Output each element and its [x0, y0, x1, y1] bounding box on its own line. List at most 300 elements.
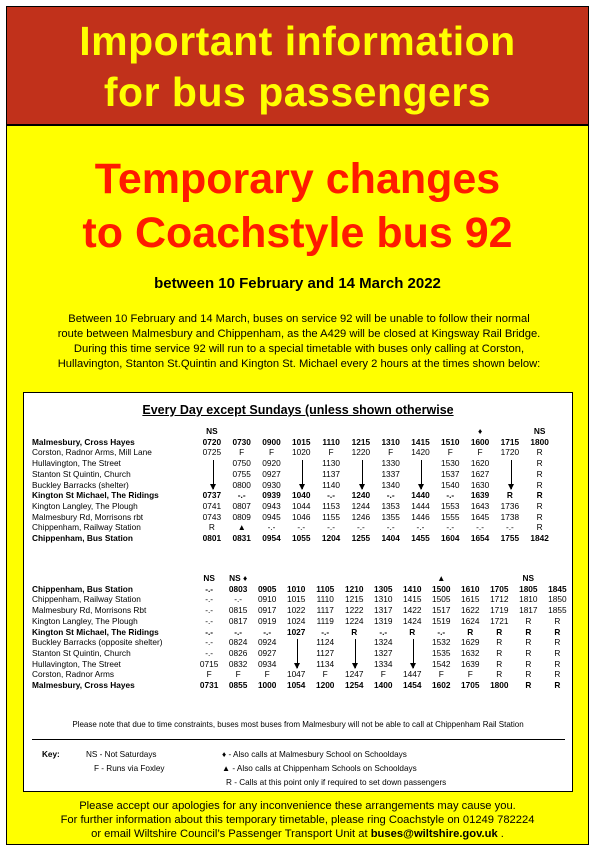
departure-time: F [239, 447, 245, 458]
departure-time: 1424 [403, 615, 422, 626]
column-note: NS [522, 573, 535, 583]
departure-time: 0824 [228, 637, 248, 648]
departure-time: 0927 [257, 647, 277, 658]
departure-time: 1246 [351, 511, 371, 522]
stop-name: Kington St Michael, The Ridings [32, 626, 159, 637]
departure-time: 1530 [441, 458, 460, 469]
stop-name: Hullavington, The Street [32, 658, 121, 669]
intro-line: route between Malmesbury and Chippenham, as the A429 will be closed at Kingsway Rail Bridge. [57, 328, 541, 340]
departure-time: -.- [205, 615, 214, 626]
departure-time: 1517 [432, 605, 451, 616]
column-note [543, 573, 572, 584]
departure-time: ▲ [237, 522, 246, 533]
departure-time: R [536, 447, 543, 458]
title-line-2: to Coachstyle bus 92 [82, 209, 513, 257]
departure-time: R [536, 511, 543, 522]
skip-arrow [511, 460, 512, 489]
departure-time: 1027 [286, 626, 306, 637]
departure-time [398, 648, 427, 659]
departure-time: 1155 [322, 511, 340, 522]
column-note [456, 573, 485, 584]
departure-time: 1422 [403, 605, 422, 616]
departure-time: 1110 [322, 436, 340, 447]
departure-time: R [351, 626, 358, 637]
column-note: NS [206, 426, 218, 436]
departure-time: 1440 [411, 490, 430, 501]
departure-time: R [554, 615, 561, 626]
departure-time: R [525, 637, 532, 648]
departure-time: -.- [205, 626, 214, 637]
departure-time: 0801 [202, 533, 222, 544]
departure-time: 1705 [490, 583, 509, 594]
departure-time: 0924 [257, 637, 277, 648]
departure-time: 0930 [262, 479, 281, 490]
key-r: R - Calls at this point only if required to set down passengers [226, 778, 447, 787]
departure-time: 1124 [316, 637, 335, 648]
departure-time: 1220 [351, 447, 371, 458]
column-note [376, 426, 406, 437]
table-row [27, 501, 555, 512]
stop-name: Stanton St Quintin, Church [32, 468, 131, 479]
departure-time: R [536, 479, 543, 490]
departure-time [406, 458, 436, 469]
departure-time: 1327 [374, 647, 393, 658]
outbound-timetable [27, 426, 555, 544]
departure-time: 0832 [228, 658, 248, 669]
intro-line: Hullavington, Stanton St.Quintin and Kington St. Michael every 2 hours at the times shown below: [57, 358, 541, 370]
stop-name: Malmesbury Rd, Morrisons rbt [32, 511, 144, 522]
departure-time [286, 469, 316, 480]
departure-time: 1510 [441, 436, 460, 447]
column-note: ▲ [437, 573, 446, 583]
timetable-header-row [27, 426, 555, 437]
departure-time: 1810 [519, 594, 538, 605]
departure-time: 1639 [470, 490, 490, 501]
departure-time: 1555 [441, 511, 460, 522]
departure-time: 0934 [257, 658, 277, 669]
departure-time: 1222 [344, 605, 364, 616]
departure-time: 1855 [548, 605, 567, 616]
footer-line-3 [7, 827, 588, 841]
intro-paragraph [25, 312, 573, 372]
departure-time: 0954 [262, 533, 281, 544]
departure-time: 1415 [403, 594, 422, 605]
stop-name: Kington Langley, The Plough [32, 615, 138, 626]
departure-time: 1153 [322, 500, 340, 511]
departure-time: 0817 [228, 615, 248, 626]
departure-time: 0939 [262, 490, 281, 501]
departure-time: 1330 [381, 458, 400, 469]
departure-time: 1105 [316, 583, 335, 594]
departure-time: R [525, 615, 532, 626]
column-note [435, 426, 465, 437]
departure-time: 1604 [441, 533, 460, 544]
departure-time: 1500 [432, 583, 451, 594]
column-note [311, 573, 340, 584]
departure-time: 1643 [470, 500, 490, 511]
departure-time: 1140 [322, 479, 340, 490]
departure-time: -.- [446, 522, 455, 533]
key-diamond: ♦ - Also calls at Malmesbury School on Schooldays [222, 750, 407, 759]
departure-time: F [388, 447, 394, 458]
departure-time: 1310 [374, 594, 393, 605]
table-row [27, 480, 555, 491]
departure-time: 1639 [461, 658, 480, 669]
departure-time: -.- [263, 626, 272, 637]
departure-time: 0730 [232, 436, 251, 447]
departure-time: 0900 [262, 436, 281, 447]
departure-time [340, 637, 369, 648]
departure-time: R [496, 637, 503, 648]
timetable-box [23, 392, 573, 792]
departure-time: 1519 [432, 615, 451, 626]
departure-time: -.- [386, 490, 395, 501]
departure-time: 1738 [500, 511, 520, 522]
column-note [253, 573, 282, 584]
departure-time: 1736 [500, 500, 520, 511]
departure-time [282, 637, 311, 648]
key-ns: NS - Not Saturdays [86, 750, 157, 759]
table-row [27, 616, 572, 627]
departure-time: 1110 [316, 594, 334, 605]
departure-time: -.- [476, 522, 484, 533]
divider [32, 739, 565, 740]
skip-arrow [297, 639, 298, 668]
departure-time: 1755 [500, 533, 520, 544]
departure-time: 1410 [403, 583, 422, 594]
departure-time: -.- [505, 522, 514, 533]
departure-time: 0905 [257, 583, 277, 594]
departure-time: -.- [237, 490, 246, 501]
departure-time: 1130 [322, 458, 340, 469]
departure-time [282, 648, 311, 659]
departure-time: F [264, 669, 270, 680]
departure-time: 1720 [500, 447, 520, 458]
departure-time: R [554, 647, 561, 658]
departure-time: 1134 [316, 658, 335, 669]
stop-name: Chippenham, Railway Station [32, 594, 141, 605]
table-row [27, 512, 555, 523]
departure-time: -.- [386, 522, 395, 533]
table-row [27, 469, 555, 480]
departure-time: 0750 [232, 458, 251, 469]
departure-time: 0715 [199, 658, 219, 669]
departure-time: 0910 [257, 594, 277, 605]
departure-time: 1044 [292, 500, 311, 511]
departure-time: R [525, 647, 532, 658]
departure-time: R [208, 522, 215, 533]
departure-time: F [235, 669, 241, 680]
departure-time: 0809 [232, 511, 251, 522]
departure-time: 0743 [202, 511, 222, 522]
departure-time: 1254 [344, 680, 364, 691]
inbound-timetable [27, 573, 572, 691]
departure-time: 1015 [286, 594, 306, 605]
departure-time: 1627 [470, 468, 490, 479]
intro-line: Between 10 February and 14 March, buses on service 92 will be unable to follow their normal [68, 313, 530, 325]
departure-time: 1200 [315, 680, 335, 691]
departure-time: 1024 [286, 615, 306, 626]
departure-time: 1645 [470, 511, 490, 522]
column-note [485, 573, 514, 584]
departure-time: 1805 [519, 583, 538, 594]
departure-time: 0945 [262, 511, 281, 522]
departure-time: 1845 [548, 583, 567, 594]
departure-time: 0720 [202, 436, 222, 447]
departure-time: R [554, 637, 561, 648]
stop-name: Chippenham, Bus Station [32, 583, 133, 594]
departure-time: 1046 [292, 511, 311, 522]
departure-time: 0731 [199, 680, 219, 691]
departure-time: 1040 [292, 490, 311, 501]
departure-time: 0917 [257, 605, 277, 616]
departure-time: 0737 [202, 490, 222, 501]
banner-line-1: Important information [79, 18, 516, 64]
column-note: NS ♦ [229, 573, 248, 583]
departure-time: 1210 [344, 583, 364, 594]
departure-time: 1204 [321, 533, 341, 544]
departure-time: R [536, 458, 543, 469]
header-spacer [27, 573, 195, 584]
departure-time: F [477, 447, 483, 458]
departure-time: 1415 [411, 436, 430, 447]
departure-time: R [496, 669, 503, 680]
departure-time: 1353 [381, 500, 400, 511]
departure-time: 1404 [381, 533, 400, 544]
date-range: between 10 February and 14 March 2022 [154, 275, 441, 292]
departure-time: 1355 [381, 511, 400, 522]
departure-time: 0800 [232, 479, 251, 490]
departure-time: 0919 [257, 615, 277, 626]
stop-name: Corston, Radnor Arms, Mill Lane [32, 447, 152, 458]
skip-arrow [213, 460, 214, 489]
departure-time: 1255 [351, 533, 371, 544]
stop-name: Chippenham, Bus Station [32, 533, 133, 544]
column-note [406, 426, 436, 437]
departure-time: 1340 [381, 479, 400, 490]
stop-name: Malmesbury, Cross Hayes [32, 436, 135, 447]
footer-line-3-suffix: . [500, 828, 504, 840]
departure-time: 1127 [316, 647, 335, 658]
stop-name: Malmesbury, Cross Hayes [32, 680, 135, 691]
departure-time: -.- [234, 594, 243, 605]
departure-time: 1420 [411, 447, 430, 458]
stop-name: Kington Langley, The Plough [32, 500, 138, 511]
departure-time: R [496, 658, 503, 669]
departure-time: 1446 [411, 511, 430, 522]
departure-time: 1553 [441, 500, 460, 511]
column-note [316, 426, 346, 437]
departure-time: 1020 [292, 447, 311, 458]
table-row [27, 594, 572, 605]
departure-time [346, 469, 376, 480]
table-row [27, 648, 572, 659]
departure-time: -.- [297, 522, 306, 533]
departure-time: R [554, 680, 561, 691]
departure-time: 1022 [286, 605, 306, 616]
departure-time: -.- [205, 647, 214, 658]
departure-time [495, 458, 525, 469]
table-row [27, 584, 572, 595]
skip-arrow [362, 460, 363, 489]
intro-line: During this time service 92 will run to a special timetable with buses only calling at Corston, [73, 343, 525, 355]
departure-time [398, 637, 427, 648]
departure-time: 1305 [374, 583, 393, 594]
departure-time: R [409, 626, 416, 637]
table-row [27, 669, 572, 680]
table-row [27, 447, 555, 458]
departure-time [197, 458, 227, 469]
departure-time: R [554, 626, 561, 637]
stop-name: Buckley Barracks (shelter) [32, 479, 129, 490]
departure-time: R [536, 500, 543, 511]
departure-time: 1240 [351, 490, 371, 501]
key-label: Key: [42, 750, 60, 759]
table-row [27, 522, 555, 533]
departure-time: -.- [327, 490, 335, 501]
departure-time: 1540 [441, 479, 460, 490]
departure-time: -.- [416, 522, 425, 533]
column-note [257, 426, 287, 437]
departure-time: F [467, 669, 473, 680]
departure-time: 1317 [374, 605, 393, 616]
notice-poster [6, 6, 589, 845]
departure-time: R [506, 490, 513, 501]
departure-time: 1715 [500, 436, 520, 447]
departure-time: 0855 [228, 680, 248, 691]
departure-time: 1600 [470, 436, 490, 447]
timetable-header-row [27, 573, 572, 584]
departure-time: 1015 [292, 436, 311, 447]
departure-time: 1117 [316, 605, 334, 616]
departure-time: 1054 [286, 680, 306, 691]
departure-time: 1444 [411, 500, 430, 511]
departure-time: 1654 [470, 533, 490, 544]
column-note [398, 573, 427, 584]
departure-time: 0815 [228, 605, 248, 616]
footer-line-3-prefix: or email Wiltshire Council’s Passenger Transport Unit at [91, 828, 368, 840]
table-row [27, 490, 555, 501]
departure-time: 1622 [461, 605, 480, 616]
departure-time: R [536, 468, 543, 479]
column-note: NS [203, 573, 215, 583]
departure-time: R [525, 680, 532, 691]
departure-time: 1537 [441, 468, 460, 479]
departure-time: 0943 [262, 500, 281, 511]
banner-line-2: for bus passengers [103, 69, 492, 115]
departure-time: 1000 [257, 680, 277, 691]
departure-time: 1630 [470, 479, 490, 490]
departure-time: -.- [205, 637, 214, 648]
departure-time: 1632 [461, 647, 480, 658]
departure-time: 1447 [403, 669, 422, 680]
departure-time: 1119 [316, 615, 334, 626]
table-row [27, 437, 555, 448]
column-note [340, 573, 369, 584]
departure-time: 1010 [286, 583, 306, 594]
departure-time: -.- [321, 626, 330, 637]
departure-time: 1334 [374, 658, 393, 669]
departure-time: F [206, 669, 212, 680]
departure-time: -.- [437, 626, 446, 637]
departure-time: 1310 [381, 436, 400, 447]
departure-time: 1817 [519, 605, 538, 616]
timetable-note: Please note that due to time constraints, buses most buses from Malmesbury will not be able to call at Chippenham Rail Station [72, 720, 524, 729]
footer-line-1: Please accept our apologies for any inconvenience these arrangements may cause you. [79, 800, 516, 812]
stop-name: Malmesbury Rd, Morrisons Rbt [32, 605, 147, 616]
departure-time: 1719 [490, 605, 509, 616]
departure-time: F [328, 447, 334, 458]
departure-time [286, 458, 316, 469]
departure-time: -.- [356, 522, 365, 533]
departure-time: -.- [446, 490, 455, 501]
departure-time: F [380, 669, 386, 680]
column-note [227, 426, 257, 437]
departure-time: 0807 [232, 500, 251, 511]
departure-time [346, 458, 376, 469]
departure-time: F [438, 669, 444, 680]
departure-time: R [467, 626, 474, 637]
departure-time: 1324 [374, 637, 393, 648]
departure-time [197, 469, 227, 480]
key-f: F - Runs via Foxley [94, 764, 165, 773]
departure-time: 0920 [262, 458, 281, 469]
departure-time: 0831 [232, 533, 251, 544]
departure-time: F [447, 447, 453, 458]
departure-time: -.- [379, 626, 388, 637]
departure-time: R [496, 626, 503, 637]
departure-time: 0826 [228, 647, 248, 658]
skip-arrow [355, 639, 356, 668]
departure-time: 1705 [461, 680, 480, 691]
column-note: ♦ [477, 426, 483, 436]
departure-time: 1800 [490, 680, 509, 691]
departure-time: R [554, 658, 561, 669]
departure-time: 1244 [351, 500, 371, 511]
departure-time: 1455 [411, 533, 430, 544]
timetable-heading: Every Day except Sundays (unless shown otherwise [142, 403, 454, 417]
column-note [346, 426, 376, 437]
departure-time: R [525, 626, 532, 637]
departure-time: -.- [267, 522, 276, 533]
column-note [282, 573, 311, 584]
departure-time: 1842 [530, 533, 549, 544]
column-note: NS [533, 426, 546, 436]
skip-arrow [302, 460, 303, 489]
departure-time: 1215 [344, 594, 364, 605]
departure-time: 1532 [432, 637, 451, 648]
email-link[interactable]: buses@wiltshire.gov.uk [370, 828, 498, 840]
departure-time: R [496, 647, 503, 658]
departure-time: 1542 [432, 658, 451, 669]
departure-time: 1247 [344, 669, 364, 680]
departure-time: 1620 [470, 458, 490, 469]
departure-time: -.- [327, 522, 335, 533]
column-note [286, 426, 316, 437]
departure-time: 0755 [232, 468, 251, 479]
departure-time: 0803 [228, 583, 248, 594]
stop-name: Stanton St Quintin, Church [32, 647, 131, 658]
table-row [27, 627, 572, 638]
stop-name: Buckley Barracks (opposite shelter) [32, 637, 163, 648]
departure-time: 0725 [202, 447, 222, 458]
departure-time: 1055 [292, 533, 311, 544]
departure-time: 0927 [262, 468, 281, 479]
departure-time: 1215 [351, 436, 371, 447]
departure-time: -.- [234, 626, 243, 637]
skip-arrow [413, 639, 414, 668]
departure-time: 1337 [381, 468, 400, 479]
